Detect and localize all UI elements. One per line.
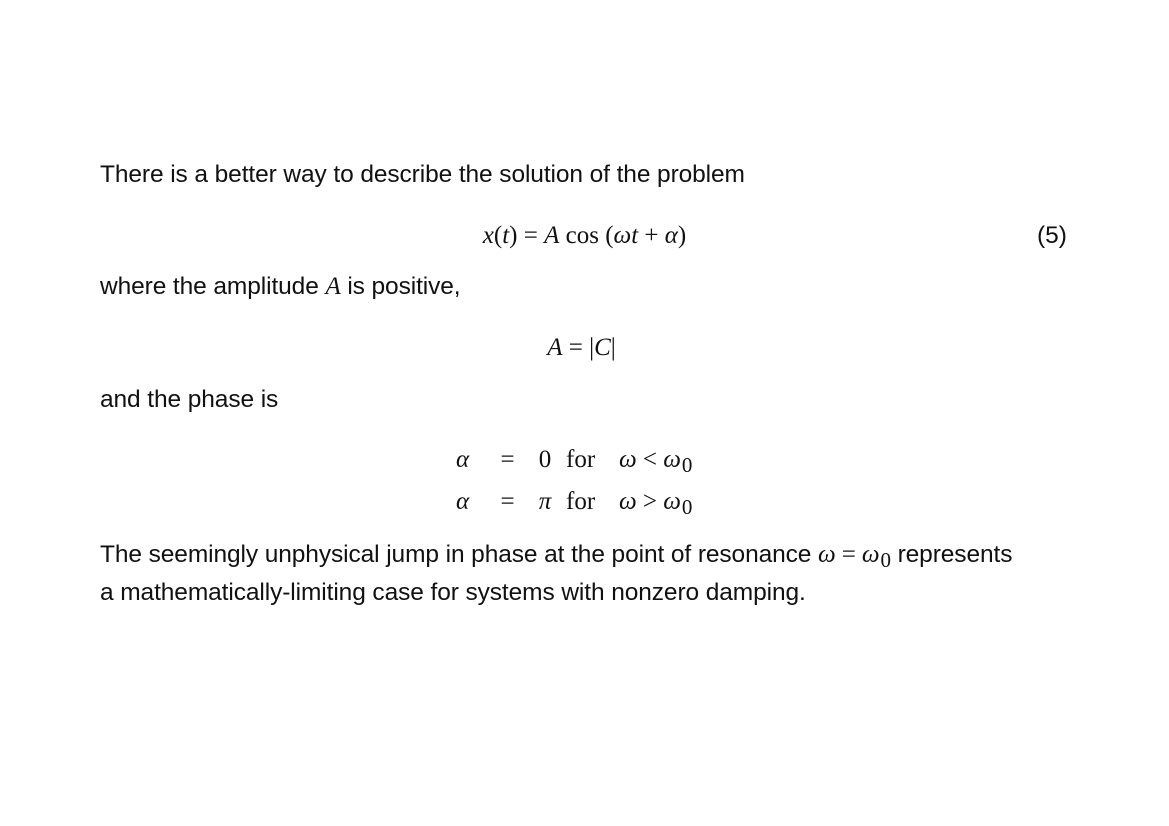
amp-A: A [547, 334, 563, 361]
phase1-alpha: α [456, 446, 470, 473]
phase-row-1 [456, 442, 692, 478]
phase2-omega: ω [619, 488, 637, 515]
phase2-rel: > [642, 488, 658, 515]
eq5-omega: ω [613, 222, 632, 249]
equation-5: x(t) = A cos (ωt + α) [482, 222, 687, 249]
phase1-cond [619, 442, 692, 478]
eq5-plus: + [644, 222, 659, 249]
paragraph-conclusion: a mathematically-limiting case for systems with nonzero damping. [100, 579, 806, 606]
paragraph-intro: There is a better way to describe the solution of the problem [100, 161, 745, 188]
phase1-sub: 0 [681, 453, 693, 477]
resonance-text-before: The seemingly unphysical jump in phase at the point of resonance [100, 541, 819, 568]
res-sub: 0 [880, 548, 891, 572]
phase2-eq: = [500, 488, 515, 515]
eq5-x: x [482, 222, 494, 249]
paragraph-amplitude [100, 268, 461, 306]
amplitude-text-before: where the amplitude [100, 273, 326, 300]
eq5-amplitude: A [544, 222, 560, 249]
res-omega0: ω [861, 541, 880, 568]
amplitude-text-after: is positive, [340, 273, 461, 300]
phase2-val: π [538, 488, 552, 515]
resonance-text-after: represents [890, 541, 1013, 568]
phase1-rel: < [642, 446, 658, 473]
phase1-for: for [566, 446, 596, 473]
equation-amplitude: A = |C| [547, 334, 616, 361]
paragraph-phase: and the phase is [100, 386, 279, 413]
equation-number: (5) [1037, 222, 1067, 249]
phase1-val: 0 [538, 446, 552, 473]
eq5-alpha: α [664, 222, 678, 249]
phase1-eq: = [500, 446, 515, 473]
eq5-cos: cos [565, 222, 599, 249]
phase-row-2 [456, 484, 692, 520]
eq5-t2: t [631, 222, 639, 249]
amp-equals: = [568, 334, 583, 361]
resonance-math [818, 541, 891, 572]
phase1-omega0: ω [663, 446, 681, 473]
phase2-sub: 0 [681, 495, 693, 519]
phase2-omega0: ω [663, 488, 681, 515]
eq5-t: t [502, 222, 510, 249]
res-omega: ω [818, 541, 836, 568]
amplitude-var: A [325, 273, 341, 300]
res-equals: = [841, 541, 856, 568]
amp-C: C [594, 334, 611, 361]
phase1-omega: ω [619, 446, 637, 473]
phase2-for: for [566, 488, 596, 515]
paragraph-resonance [100, 536, 1012, 574]
phase2-alpha: α [456, 488, 470, 515]
phase2-cond [619, 484, 692, 520]
